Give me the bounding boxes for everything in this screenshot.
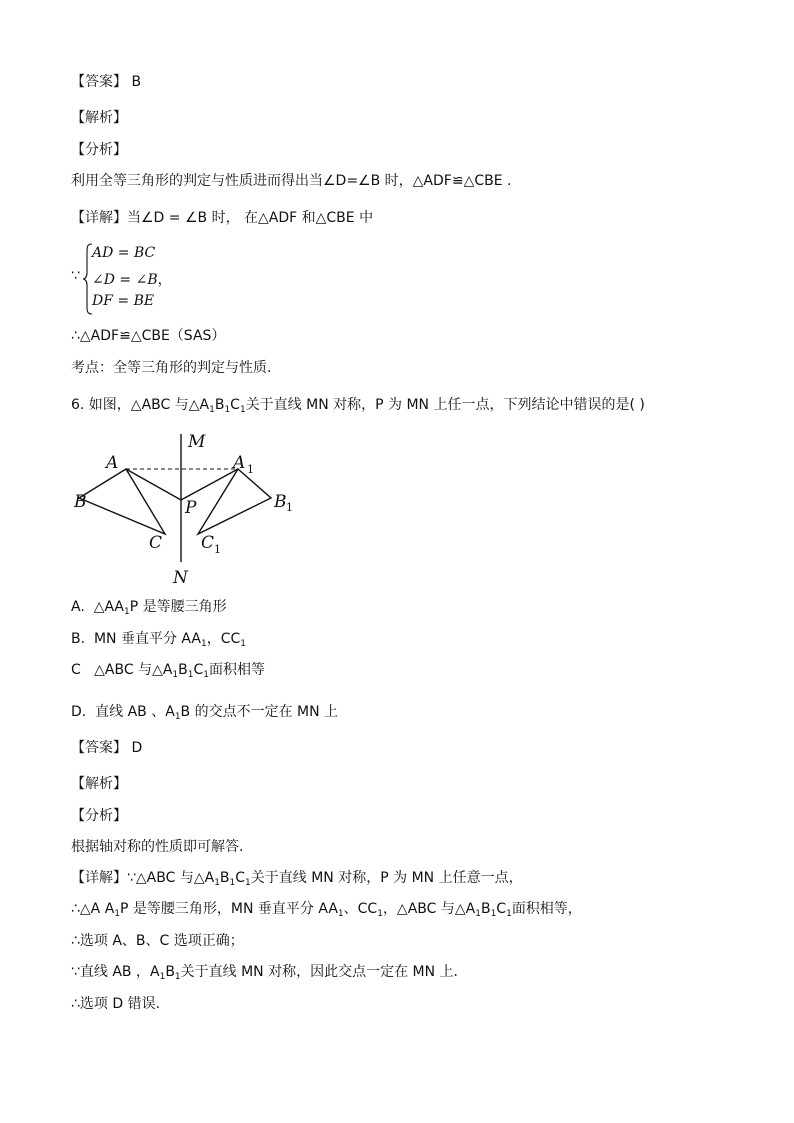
system-equation-2: ∠D = ∠B — [92, 272, 158, 288]
option-text: ，CC — [206, 631, 241, 647]
option-text: △ABC 与△A — [94, 662, 173, 678]
xiangjie-text: C — [496, 901, 507, 917]
segment-pa — [126, 469, 181, 500]
subscript: 1 — [377, 909, 383, 919]
xiangjie-text: P 是等腰三角形，MN 垂直平分 AA — [120, 901, 338, 917]
subscript: 1 — [337, 909, 344, 919]
q6-xiangjie-5: ∴选项 D 错误. — [71, 996, 161, 1012]
q6-question — [71, 396, 645, 414]
equation-system — [71, 243, 211, 315]
system-equation-1: AD = BC — [92, 245, 156, 261]
label-p: P — [185, 498, 197, 518]
triangle-abc — [79, 469, 165, 534]
xiangjie-text: 关于直线 MN 对称，P 为 MN 上任意一点， — [250, 870, 523, 886]
xiangjie-text: ，△ABC 与△A — [382, 901, 476, 917]
subscript: 1 — [475, 909, 481, 919]
option-label: A. — [71, 599, 85, 615]
subscript: 1 — [239, 405, 246, 415]
segment-pa1 — [181, 469, 238, 500]
q6-answer-line — [71, 739, 142, 757]
subscript: 1 — [124, 607, 130, 617]
option-text: B 的交点不一定在 MN 上 — [180, 704, 339, 720]
subscript: 1 — [490, 909, 497, 919]
xiangjie-tag: 【详解】 — [71, 870, 127, 886]
subscript: 1 — [174, 972, 181, 982]
q6-xiangjie-1 — [71, 869, 523, 887]
because-symbol: ∵ — [71, 268, 80, 284]
subscript: 1 — [172, 670, 179, 680]
xiangjie-tag: 【详解】 — [71, 210, 127, 226]
system-equation-2-row — [92, 269, 172, 289]
symmetry-figure — [70, 428, 310, 590]
q6-xiangjie-2 — [71, 900, 582, 918]
xiangjie-text: B — [480, 901, 491, 917]
q6-fenxi-text: 根据轴对称的性质即可解答. — [71, 839, 244, 855]
q5-kaodian: 考点：全等三角形的判定与性质． — [71, 360, 281, 376]
label-c: C — [149, 533, 163, 553]
subscript: 1 — [506, 909, 512, 919]
label-b1-sub: 1 — [286, 501, 293, 514]
option-text: 直线 AB 、A — [95, 704, 175, 720]
label-a1-sub: 1 — [247, 463, 254, 476]
xiangjie-text: ∵直线 AB ，A — [71, 964, 160, 980]
subscript: 1 — [209, 405, 215, 415]
system-equation-3: DF = BE — [92, 293, 155, 309]
option-text: C — [193, 662, 204, 678]
subscript: 1 — [174, 712, 181, 722]
q6-fenxi-tag: 【分析】 — [71, 808, 127, 824]
answer-value: D — [131, 740, 143, 756]
subscript: 1 — [187, 670, 194, 680]
option-a — [71, 598, 227, 616]
answer-tag: 【答案】 — [71, 740, 127, 756]
label-b1: B — [274, 492, 287, 512]
q5-xiangjie-line — [71, 209, 373, 227]
label-n: N — [173, 568, 188, 588]
label-m: M — [188, 432, 206, 452]
option-text: P 是等腰三角形 — [129, 599, 227, 615]
xiangjie-text: B — [165, 964, 175, 980]
subscript: 1 — [214, 878, 220, 888]
q5-fenxi-text: 利用全等三角形的判定与性质进而得出当∠D=∠B 时，△ADF≌△CBE . — [71, 173, 512, 189]
answer-tag: 【答案】 — [71, 74, 127, 90]
q6-xiangjie-4 — [71, 963, 468, 981]
xiangjie-text: C — [235, 870, 246, 886]
label-c1-sub: 1 — [214, 543, 221, 556]
option-text: △AA — [93, 599, 124, 615]
option-c — [71, 661, 265, 679]
option-label: B. — [71, 631, 86, 647]
label-b: B — [74, 492, 87, 512]
subscript: 1 — [200, 639, 207, 649]
option-d — [71, 703, 338, 721]
option-label: D. — [71, 704, 87, 720]
subscript: 1 — [240, 639, 246, 649]
xiangjie-text: ∴△A A — [71, 901, 115, 917]
label-c1: C — [201, 533, 215, 553]
xiangjie-text: 、CC — [343, 901, 378, 917]
label-a: A — [106, 453, 119, 473]
xiangjie-text: 关于直线 MN 对称，因此交点一定在 MN 上． — [180, 964, 468, 980]
option-label: C — [71, 662, 81, 678]
q5-answer-line — [71, 73, 141, 91]
question-text-part: 关于直线 MN 对称，P 为 MN 上任一点，下列结论中错误的是( ) — [245, 397, 645, 413]
xiangjie-text: B — [219, 870, 230, 886]
option-text: MN 垂直平分 AA — [93, 631, 201, 647]
subscript: 1 — [229, 878, 236, 888]
question-text-part: C — [230, 397, 240, 413]
subscript: 1 — [159, 972, 166, 982]
option-text: 面积相等 — [209, 662, 266, 678]
q6-xiangjie-3: ∴选项 A、B、C 选项正确； — [71, 933, 244, 949]
xiangjie-text: 面积相等， — [511, 901, 582, 917]
option-text: B — [178, 662, 188, 678]
xiangjie-text: ∵△ABC 与△A — [127, 870, 215, 886]
subscript: 1 — [245, 878, 251, 888]
question-text-part: B — [214, 397, 225, 413]
triangle-a1b1c1 — [198, 469, 271, 534]
q5-jiexi-tag: 【解析】 — [71, 110, 127, 126]
option-b — [71, 630, 246, 648]
label-a1: A — [233, 453, 246, 473]
answer-value: B — [131, 74, 142, 90]
subscript: 1 — [203, 670, 210, 680]
question-text-part: 6. 如图，△ABC 与△A — [71, 397, 210, 413]
q6-jiexi-tag: 【解析】 — [71, 776, 127, 792]
subscript: 1 — [114, 909, 121, 919]
xiangjie-text: 当∠D = ∠B 时， 在△ADF 和△CBE 中 — [127, 210, 374, 226]
subscript: 1 — [224, 405, 231, 415]
q5-therefore: ∴△ADF≌△CBE（SAS） — [71, 328, 226, 344]
q5-fenxi-tag: 【分析】 — [71, 142, 127, 158]
system-equation-2-suffix: ， — [157, 272, 172, 288]
